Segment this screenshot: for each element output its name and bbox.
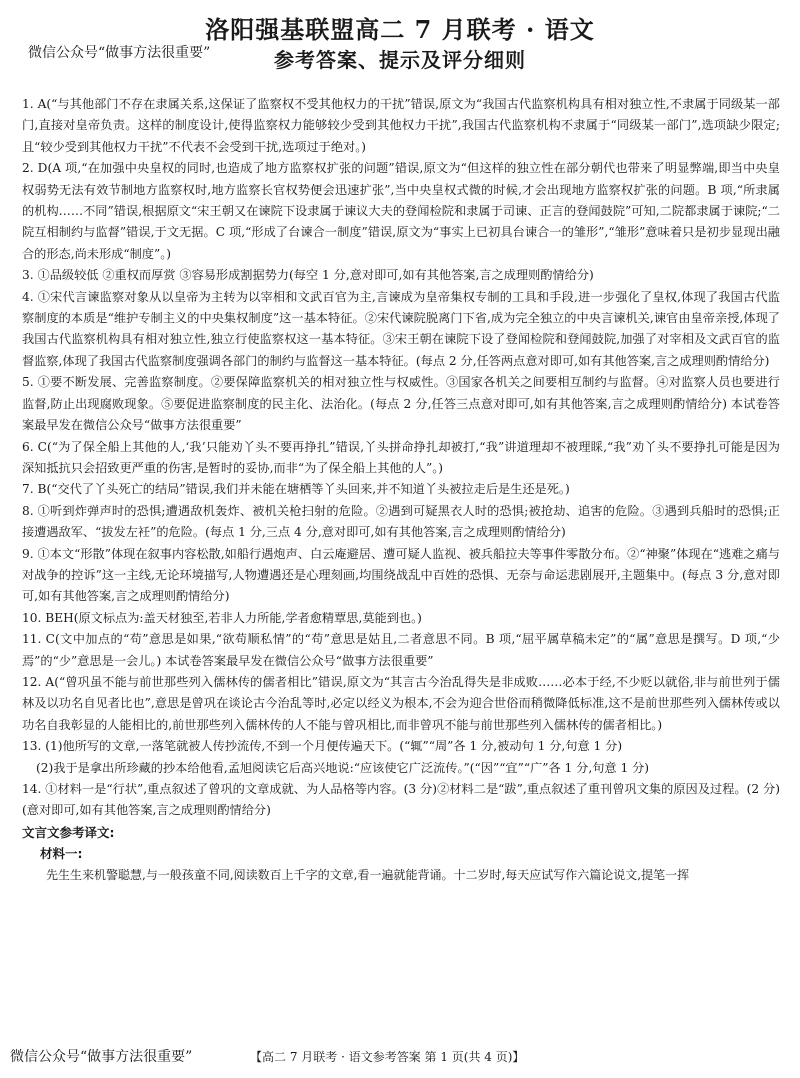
- material-title: 材料一:: [40, 846, 83, 862]
- watermark-bottom: 微信公众号“做事方法很重要”: [10, 1049, 193, 1065]
- answer-content: [22, 94, 780, 886]
- translation-text: 先生生来机警聪慧,与一般孩童不同,阅读数百上千字的文章,看一遍就能背诵。十二岁时,每天应试写作六篇论说文,提笔一挥: [46, 867, 690, 882]
- document-title: 洛阳强基联盟高二 7 月联考 · 语文: [205, 15, 595, 44]
- document-subtitle: 参考答案、提示及评分细则: [274, 48, 526, 72]
- answer-10: 10. BEH(原文标点为:盖天材独至,若非人力所能,学者愈精覃思,莫能到也。): [22, 610, 422, 625]
- answer-14: 14. ①材料一是“行状”,重点叙述了曾巩的文章成就、为人品格等内容。(3 分)②材料二是“跋”,重点叙述了重刊曾巩文集的原因及过程。(2 分)(意对即可,如有其他答案,言之成理则酌情给分): [22, 782, 780, 818]
- answer-5: 5. ①要不断发展、完善监察制度。②要保障监察机关的相对独立性与权威性。③国家各机关之间要相互制约与监督。④对监察人员也要进行监督,防止出现腐败现象。⑤要促进监察制度的民主化、法治化。(每点 2 分,任答三点意对即可,如有其他答案,言之成理则酌情给分) 本试卷答案最早发在微信公众号“做事方法很重要”: [22, 375, 780, 433]
- answer-9: 9. ①本文“形散”体现在叙事内容松散,如船行遇炮声、白云庵避居、遭可疑人监视、被兵船拉夫等事件零散分布。②“神聚”体现在“逃难之痛与对战争的控诉”这一主线,无论环境描写,人物遭遇还是心理刻画,均围绕战乱中百姓的恐惧、无奈与命运悲剧展开,主题集中。(每点 3 分,意对即可,如有其他答案,言之成理则酌情给分): [22, 546, 780, 604]
- page-footer: 【高二 7 月联考 · 语文参考答案 第 1 页(共 4 页)】: [250, 1050, 525, 1064]
- answer-2: 2. D(A 项,“在加强中央皇权的同时,也造成了地方监察权扩张的问题”错误,原文为“但这样的独立性在部分朝代也带来了明显弊端,即当中央皇权弱势无法有效节制地方监察权时,地方监察长官权势便会迅速扩张”,当中央皇权式微的时候,才会出现地方监察权扩张的问题。B 项,“所隶属的机构……不同”错误,根据原文“宋王朝又在谏院下设隶属于谏议大夫的登闻检院和隶属于司谏、正言的登闻鼓院”可知,二院都隶属于谏院;“二院互相制约与监督”错误,于文无据。C 项,“形成了台谏合一制度”错误,原文为“事实上已初具台谏合一的雏形”,“雏形”意味着只是初步显现出融合的形态,尚未形成“制度”。): [22, 161, 780, 261]
- answer-6: 6. C(“为了保全船上其他的人,‘我’只能劝丫头不要再挣扎”错误,丫头拼命挣扎却被打,“我”讲道理却不被理睬,“我”劝丫头不要挣扎可能是因为深知抵抗只会招致更严重的伤害,是暂时的妥协,而非“为了保全船上其他的人”。): [22, 439, 780, 475]
- answer-8: 8. ①听到炸弹声时的恐惧;遭遇敌机轰炸、被机关枪扫射的危险。②遇到可疑黑衣人时的恐惧;被抢劫、追害的危险。③遇到兵船时的恐惧;正接遭遇敌军、“拔发左衽”的危险。(每点 1 分,三点 4 分,意对即可,如有其他答案,言之成理则酌情给分): [22, 503, 780, 540]
- answer-4: 4. ①宋代言谏监察对象从以皇帝为主转为以宰相和文武百官为主,言谏成为皇帝集权专制的工具和手段,进一步强化了皇权,体现了我国古代监察制度的本质是“维护专制主义的中央集权制度”这一基本特征。②宋代谏院脱离门下省,成为完全独立的中央言谏机关,谏官由皇帝亲授,体现了我国古代监察机构具有相对独立性,独立行使监察权这一基本特征。③宋王朝在谏院下设了登闻检院和登闻鼓院,加强了对宰相及文武百官的监督监察,体现了我国古代监察制度强调各部门的制约与监督这一基本特征。(每点 2 分,任答两点意对即可,如有其他答案,言之成理则酌情给分): [22, 289, 780, 368]
- watermark-top: 微信公众号“做事方法很重要”: [28, 45, 211, 61]
- answer-3: 3. ①品级较低 ②重权而厚赏 ③容易形成割据势力(每空 1 分,意对即可,如有其他答案,言之成理则酌情给分): [22, 268, 594, 283]
- translation-heading: 文言文参考译文:: [22, 824, 115, 840]
- answer-7: 7. B(“交代了丫头死亡的结局”错误,我们并未能在塘栖等丫头回来,并不知道丫头被拉走后是生还是死。): [22, 482, 570, 497]
- answer-12: 12. A(“曾巩虽不能与前世那些列入儒林传的儒者相比”错误,原文为“其言古今治乱得失是非成败……必本于经,不少贬以就俗,非与前世列于儒林及以功名自见者比也”,意思是曾巩在谈论古今治乱等时,必定以经义为根本,不会为迎合世俗而稍微降低标准,这不是前世那些列入儒林传或以功名自我彰显的人能相比的,前世那些列入儒林传的人不能与曾巩相比,而非曾巩不能与前世那些列入儒林传的儒者相比。): [22, 674, 780, 732]
- answer-1: 1. A(“与其他部门不存在隶属关系,这保证了监察权不受其他权力的干扰”错误,原文为“我国古代监察机构具有相对独立性,不隶属于同级某一部门,直接对皇帝负责。这样的制度设计,使得监察权力能够较少受到其他权力干扰”,我国古代监察机构不隶属于“同级某一部门”,选项缺少限定;且“较少受到其他权力干扰”不代表不会受到干扰,选项过于绝对。): [22, 97, 780, 154]
- answer-11: 11. C(文中加点的“苟”意思是如果,“欲苟顺私情”的“苟”意思是姑且,二者意思不同。B 项,“屈平属草稿未定”的“属”意思是撰写。D 项,“少焉”的“少”意思是一会儿。) 本试卷答案最早发在微信公众号“做事方法很重要”: [22, 632, 780, 668]
- answer-13-part1: 13. (1)他所写的文章,一落笔就被人传抄流传,不到一个月便传遍天下。(“辄”“周”各 1 分,被动句 1 分,句意 1 分): [22, 739, 623, 754]
- answer-13-part2: (2)我于是拿出所珍藏的抄本给他看,孟旭阅读它后高兴地说:“应该使它广泛流传。”(“因”“宜”“广”各 1 分,句意 1 分): [36, 760, 650, 775]
